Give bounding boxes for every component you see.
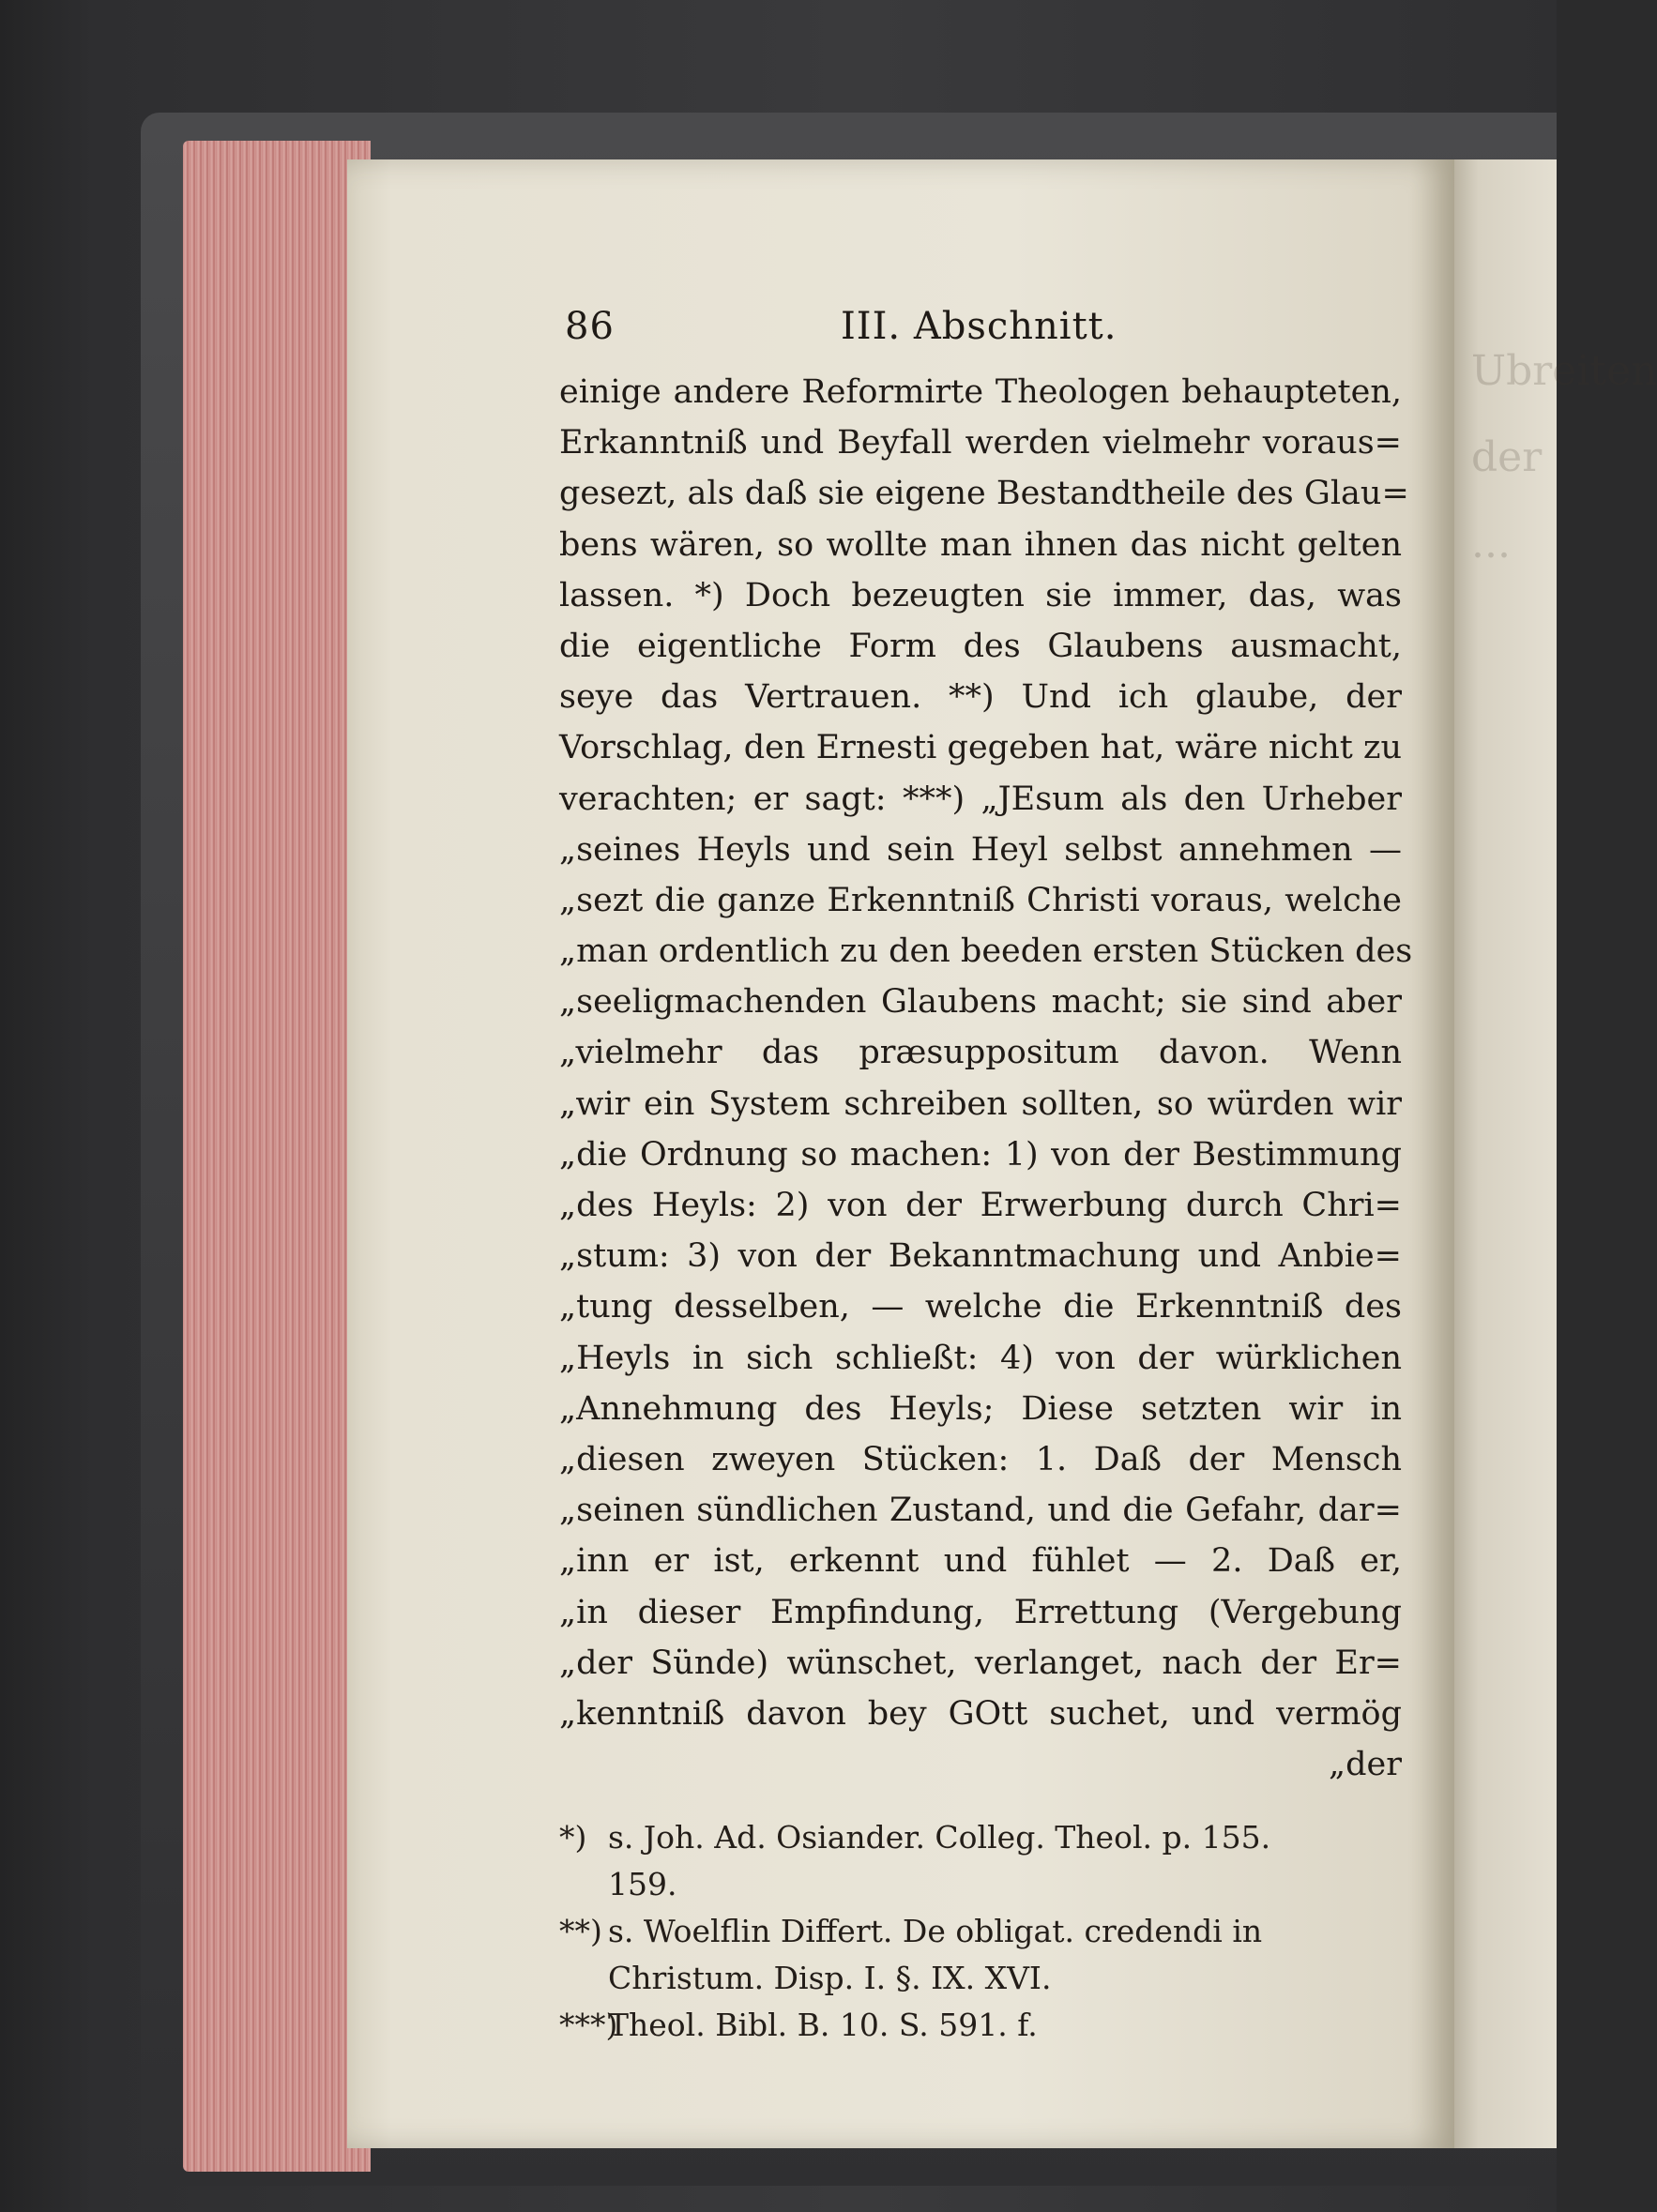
red-page-edges (183, 141, 371, 2172)
footnote-3 (559, 2002, 1402, 2049)
text-line: „seinen sündlichen Zustand, und die Gefahr, dar= (559, 1492, 1402, 1530)
text-line: lassen. *) Doch bezeugten sie immer, das, was (559, 576, 1402, 614)
text-line: „diesen zweyen Stücken: 1. Daß der Mensch (559, 1440, 1402, 1478)
footnote-text: Christum. Disp. I. §. IX. XVI. (608, 1960, 1052, 1997)
text-line: „Annehmung des Heyls; Diese setzten wir in (559, 1389, 1402, 1428)
footnote-1-continued (559, 1861, 1402, 1908)
footnote-2-continued (559, 1955, 1402, 2002)
text-line: „vielmehr das præsuppositum davon. Wenn (559, 1034, 1402, 1072)
text-line: die eigentliche Form des Glaubens ausmacht, (559, 627, 1402, 665)
text-line: „der Sünde) wünschet, verlanget, nach der Er= (559, 1644, 1402, 1682)
running-head (559, 305, 1402, 367)
text-line: Erkanntniß und Beyfall werden vielmehr voraus= (559, 424, 1402, 462)
footnote-1 (559, 1814, 1402, 1861)
ghost-line: ... (1471, 520, 1511, 568)
ghost-line: der (1471, 433, 1543, 481)
text-line: „die Ordnung so machen: 1) von der Bestimmung (559, 1135, 1402, 1174)
text-line: seye das Vertrauen. **) Und ich glaube, der (559, 678, 1402, 717)
text-line: „Heyls in sich schließt: 4) von der würklichen (559, 1339, 1402, 1377)
footnote-text: s. Joh. Ad. Osiander. Colleg. Theol. p. 155. (608, 1819, 1271, 1856)
text-line: „man ordentlich zu den beeden ersten Stücken des (559, 932, 1413, 971)
catchword: „der (1329, 1746, 1402, 1784)
footnote-mark: **) (559, 1913, 602, 1950)
text-line: „wir ein System schreiben sollten, so würden wir (559, 1084, 1402, 1123)
text-line: „stum: 3) von der Bekanntmachung und Anbie= (559, 1237, 1402, 1276)
text-line: Vorschlag, den Ernesti gegeben hat, wäre nicht zu (559, 729, 1402, 767)
footnote-mark: ***) (559, 2007, 618, 2044)
facing-page-bleedthrough (1471, 328, 1657, 587)
body-text (559, 367, 1413, 1790)
text-line: „seines Heyls und sein Heyl selbst annehmen — (559, 830, 1402, 869)
text-line: „sezt die ganze Erkenntniß Christi voraus, welche (559, 881, 1402, 919)
text-line: „inn er ist, erkennt und fühlet — 2. Daß er, (559, 1542, 1402, 1581)
text-line: „seeligmachenden Glaubens macht; sie sind aber (559, 983, 1402, 1022)
footnote-text: s. Woelflin Differt. De obligat. credendi in (608, 1913, 1263, 1950)
footnote-mark: *) (559, 1819, 587, 1856)
footnotes (559, 1814, 1402, 2049)
footnote-text: 159. (608, 1866, 677, 1903)
footnote-text: Theol. Bibl. B. 10. S. 591. f. (608, 2007, 1038, 2044)
facing-page-edge (1452, 159, 1657, 2148)
text-line: gesezt, als daß sie eigene Bestandtheile des Glau= (559, 475, 1409, 513)
text-line: einige andere Reformirte Theologen behaupteten, (559, 373, 1402, 411)
page-number: 86 (565, 305, 615, 348)
ghost-line: Ubreiten (1471, 347, 1657, 395)
text-line: verachten; er sagt: ***) „JEsum als den Urheber (559, 780, 1402, 818)
page-text (559, 305, 1413, 2049)
text-line: „in dieser Empfindung, Errettung (Vergebung (559, 1593, 1402, 1631)
text-line: „kenntniß davon bey GOtt suchet, und vermög (559, 1694, 1402, 1733)
footnote-2 (559, 1908, 1402, 1955)
chapter-heading: III. Abschnitt. (841, 305, 1117, 348)
text-line: bens wären, so wollte man ihnen das nicht gelten (559, 525, 1402, 564)
text-line: „des Heyls: 2) von der Erwerbung durch Chri= (559, 1187, 1402, 1224)
text-line: „tung desselben, — welche die Erkenntniß des (559, 1288, 1402, 1326)
